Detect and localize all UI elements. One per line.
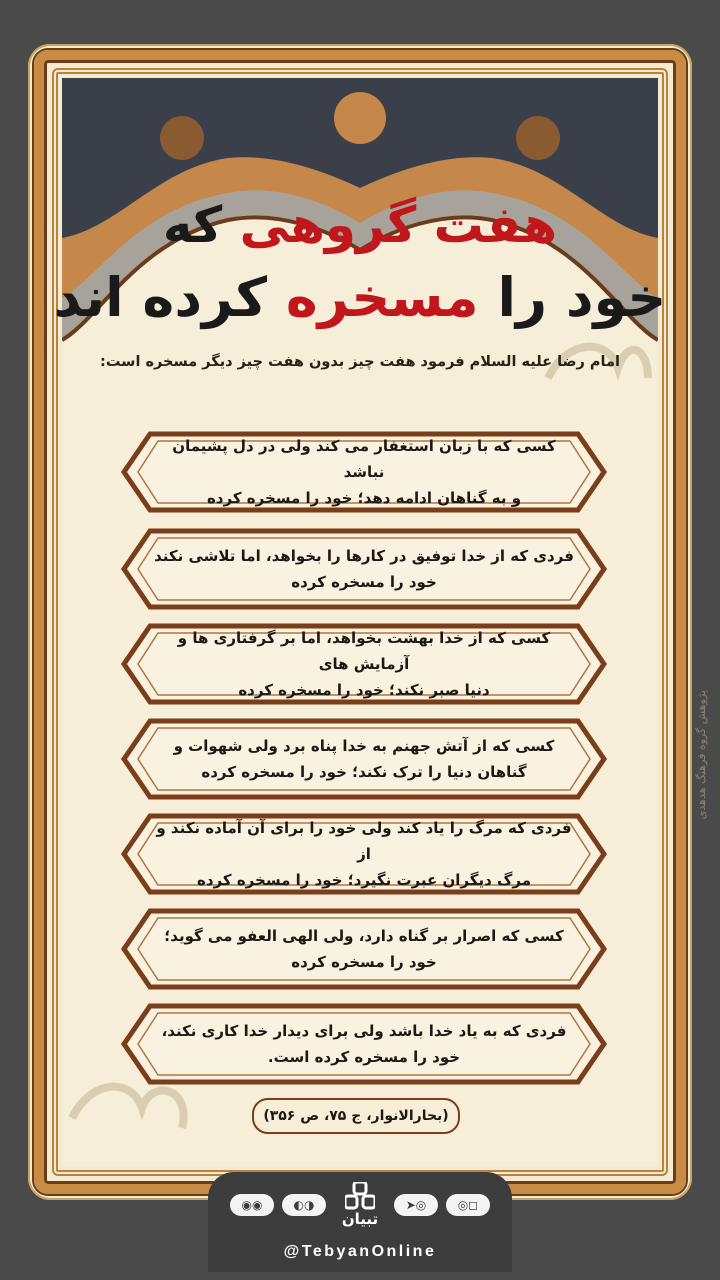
title-line2-end: کرده اند bbox=[53, 266, 268, 329]
title-line-1 bbox=[0, 196, 720, 254]
brand-name: تبیان bbox=[341, 1210, 379, 1228]
title-black: هفت گروهی bbox=[239, 196, 558, 254]
credit-watermark: پژوهش گروه فرهنگ هدهدی bbox=[695, 690, 708, 820]
list-item bbox=[120, 622, 608, 706]
card-line-1: فردی که به یاد خدا باشد ولی برای دیدار خدا کاری نکند، bbox=[161, 1022, 567, 1040]
brand-logo[interactable] bbox=[310, 1182, 410, 1232]
card-text bbox=[154, 812, 574, 896]
list-item bbox=[120, 717, 608, 801]
bale-icon[interactable]: ◉◉ bbox=[230, 1194, 274, 1216]
card-text bbox=[154, 430, 574, 514]
list-item bbox=[120, 907, 608, 991]
card-line-2: خود را مسخره کرده است. bbox=[267, 1048, 461, 1066]
card-line-1: کسی که از آتش جهنم به خدا پناه برد ولی شهوات و bbox=[173, 737, 555, 755]
card-line-2: خود را مسخره کرده bbox=[291, 573, 437, 591]
reference-citation: (بحارالانوار، ج ۷۵، ص ۳۵۶) bbox=[252, 1098, 460, 1134]
card-line-1: فردی که مرگ را یاد کند ولی خود را برای آن آماده نکند و از bbox=[156, 819, 572, 863]
card-text bbox=[154, 717, 574, 801]
title-end: که bbox=[162, 196, 223, 254]
card-line-2: خود را مسخره کرده bbox=[291, 953, 437, 971]
list-item bbox=[120, 527, 608, 611]
social-handle[interactable]: @TebyanOnline bbox=[283, 1243, 437, 1260]
card-line-2: گناهان دنیا را ترک نکند؛ خود را مسخره کرده bbox=[201, 763, 527, 781]
brand-mark-icon bbox=[345, 1182, 375, 1210]
list-item bbox=[120, 430, 608, 514]
instagram-icon[interactable]: ◎◻ bbox=[446, 1194, 490, 1216]
title-line-2 bbox=[0, 266, 720, 329]
card-line-1: کسی که از خدا بهشت بخواهد، اما بر گرفتاری ها و آزمایش های bbox=[177, 629, 551, 673]
list-item bbox=[120, 812, 608, 896]
rubika-icon[interactable]: ◐◑ bbox=[282, 1194, 326, 1216]
card-line-2: دنیا صبر نکند؛ خود را مسخره کرده bbox=[238, 681, 490, 699]
card-text bbox=[154, 527, 574, 611]
card-line-2: مرگ دیگران عبرت نگیرد؛ خود را مسخره کرده bbox=[197, 871, 531, 889]
card-line-1: فردی که از خدا توفیق در کارها را بخواهد، اما تلاشی نکند bbox=[154, 547, 574, 565]
card-text bbox=[154, 907, 574, 991]
card-line-2: و به گناهان ادامه دهد؛ خود را مسخره کرده bbox=[206, 489, 522, 507]
title-line2-start: خود را bbox=[497, 266, 667, 329]
card-text bbox=[154, 1002, 574, 1086]
intro-text: امام رضا علیه السلام فرمود هفت چیز بدون هفت چیز دیگر مسخره است: bbox=[100, 354, 620, 370]
telegram-icon[interactable]: ➤◎ bbox=[394, 1194, 438, 1216]
title-highlight: مسخره bbox=[285, 266, 479, 329]
card-line-1: کسی که اصرار بر گناه دارد، ولی الهی العفو می گوید؛ bbox=[164, 927, 564, 945]
list-item bbox=[120, 1002, 608, 1086]
card-text bbox=[154, 622, 574, 706]
card-line-1: کسی که با زبان استغفار می کند ولی در دل پشیمان نباشد bbox=[172, 437, 556, 481]
